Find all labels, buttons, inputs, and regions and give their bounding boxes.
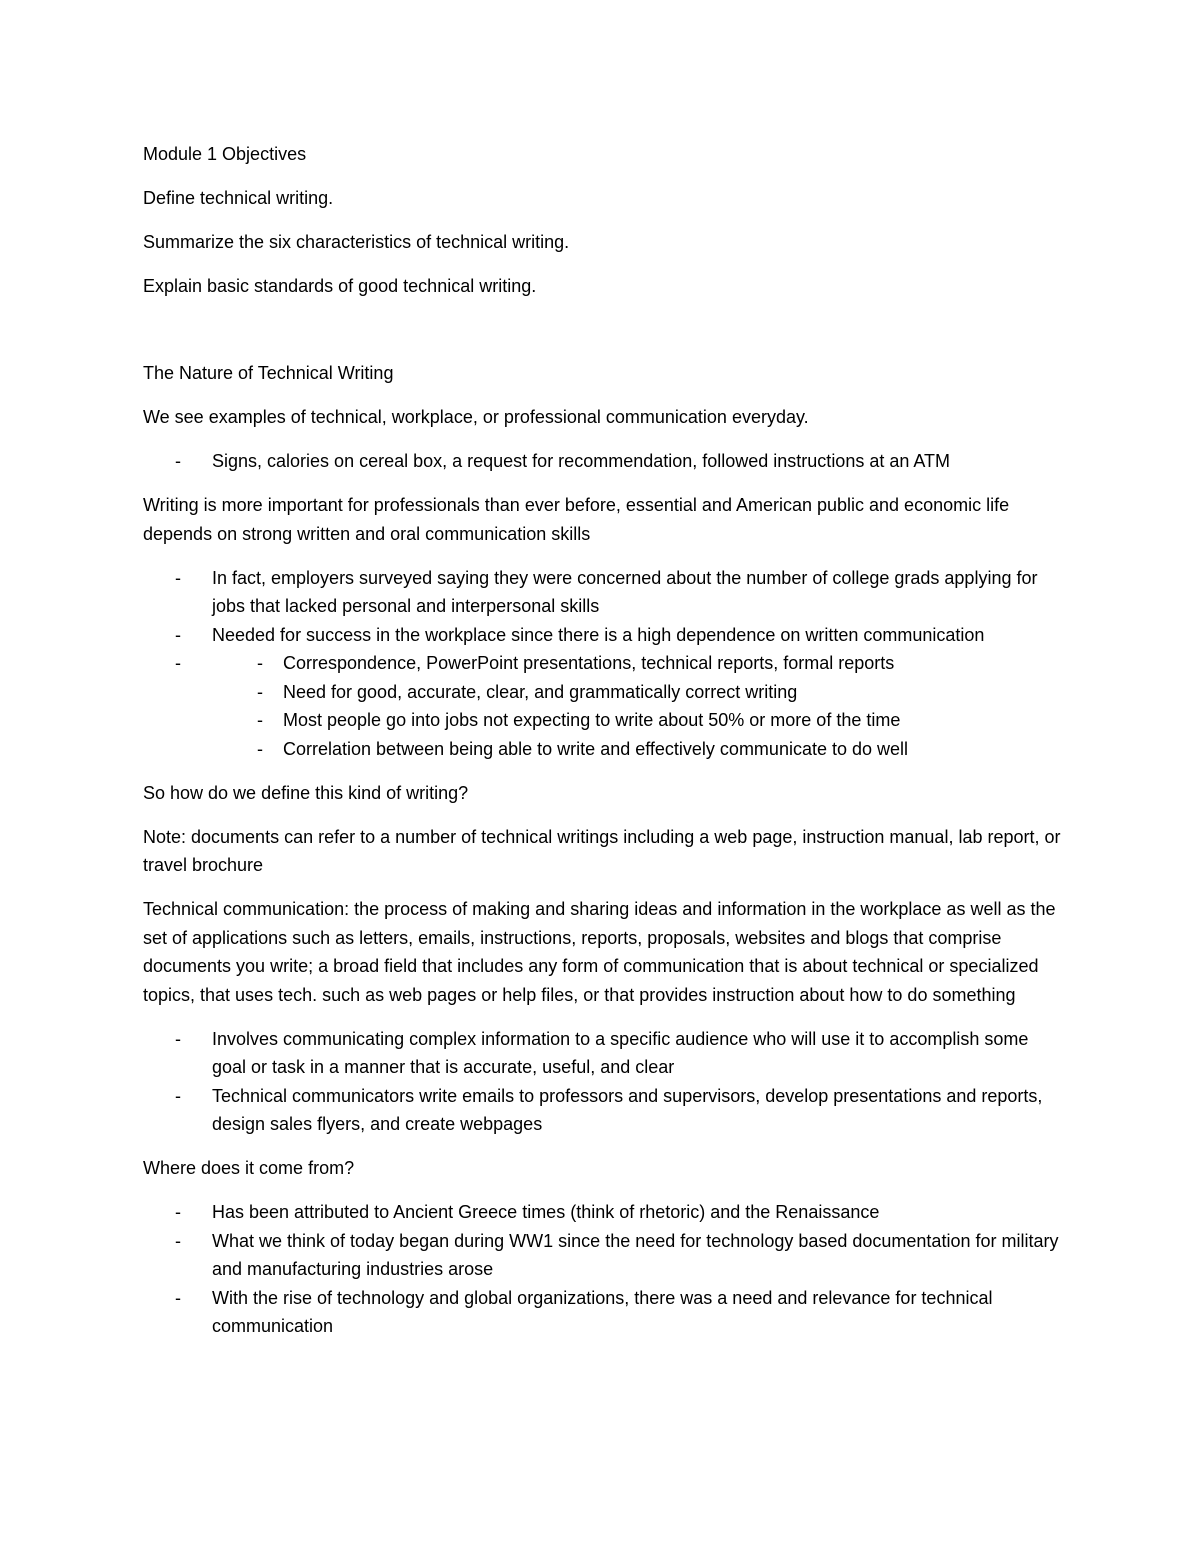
sub-list-item: - Most people go into jobs not expecting to write about 50% or more of the time — [143, 706, 1063, 735]
sub-bullet-list — [143, 649, 1063, 763]
objectives-title: Module 1 Objectives — [143, 144, 307, 164]
document-page — [143, 140, 1063, 1356]
paragraph: Where does it come from? — [143, 1158, 355, 1178]
paragraph: Technical communication: the process of making and sharing ideas and information in the workplace as well as the set of applications such as letters, emails, instructions, reports, proposals, websites and blogs that comprise documents you write; a broad field that includes any form of communication that is about technical or specialized topics, that uses tech. such as web pages or help files, or that provides instruction about how to do something — [143, 899, 1056, 1005]
list-item: - Involves communicating complex information to a specific audience who will use it to accomplish some goal or task in a manner that is accurate, useful, and clear — [143, 1025, 1063, 1082]
bullet-list — [143, 447, 1063, 476]
section-spacer — [143, 316, 1063, 359]
paragraph: So how do we define this kind of writing? — [143, 782, 469, 803]
paragraph: Note: documents can refer to a number of technical writings including a web page, instruction manual, lab report, or travel brochure — [143, 826, 1061, 875]
section-heading: The Nature of Technical Writing — [143, 363, 394, 383]
sub-list-item: - - Correspondence, PowerPoint presentations, technical reports, formal reports — [143, 649, 1063, 678]
list-item: - Has been attributed to Ancient Greece times (think of rhetoric) and the Renaissance — [143, 1198, 1063, 1227]
objective-item: Summarize the six characteristics of technical writing. — [143, 232, 570, 252]
list-item: - Technical communicators write emails to professors and supervisors, develop presentations and reports, design sales flyers, and create webpages — [143, 1082, 1063, 1139]
list-item: - Signs, calories on cereal box, a request for recommendation, followed instructions at an ATM — [143, 447, 1063, 476]
list-item: - What we think of today began during WW1 since the need for technology based documentation for military and manufacturing industries arose — [143, 1227, 1063, 1284]
nested-list-container — [143, 649, 1063, 763]
paragraph: We see examples of technical, workplace, or professional communication everyday. — [143, 407, 809, 427]
sub-list-item: - Correlation between being able to write and effectively communicate to do well — [143, 735, 1063, 764]
bullet-list — [143, 1025, 1063, 1139]
paragraph: Writing is more important for professionals than ever before, essential and American public and economic life depends on strong written and oral communication skills — [143, 495, 1010, 544]
list-item: - With the rise of technology and global organizations, there was a need and relevance for technical communication — [143, 1284, 1063, 1341]
objective-item: Explain basic standards of good technical writing. — [143, 276, 537, 296]
list-item: - Needed for success in the workplace since there is a high dependence on written communication — [143, 621, 1063, 650]
bullet-list — [143, 1198, 1063, 1341]
sub-list-item: - Need for good, accurate, clear, and grammatically correct writing — [143, 678, 1063, 707]
list-item: - In fact, employers surveyed saying they were concerned about the number of college grads applying for jobs that lacked personal and interpersonal skills — [143, 564, 1063, 621]
objective-item: Define technical writing. — [143, 188, 334, 208]
bullet-list — [143, 564, 1063, 764]
